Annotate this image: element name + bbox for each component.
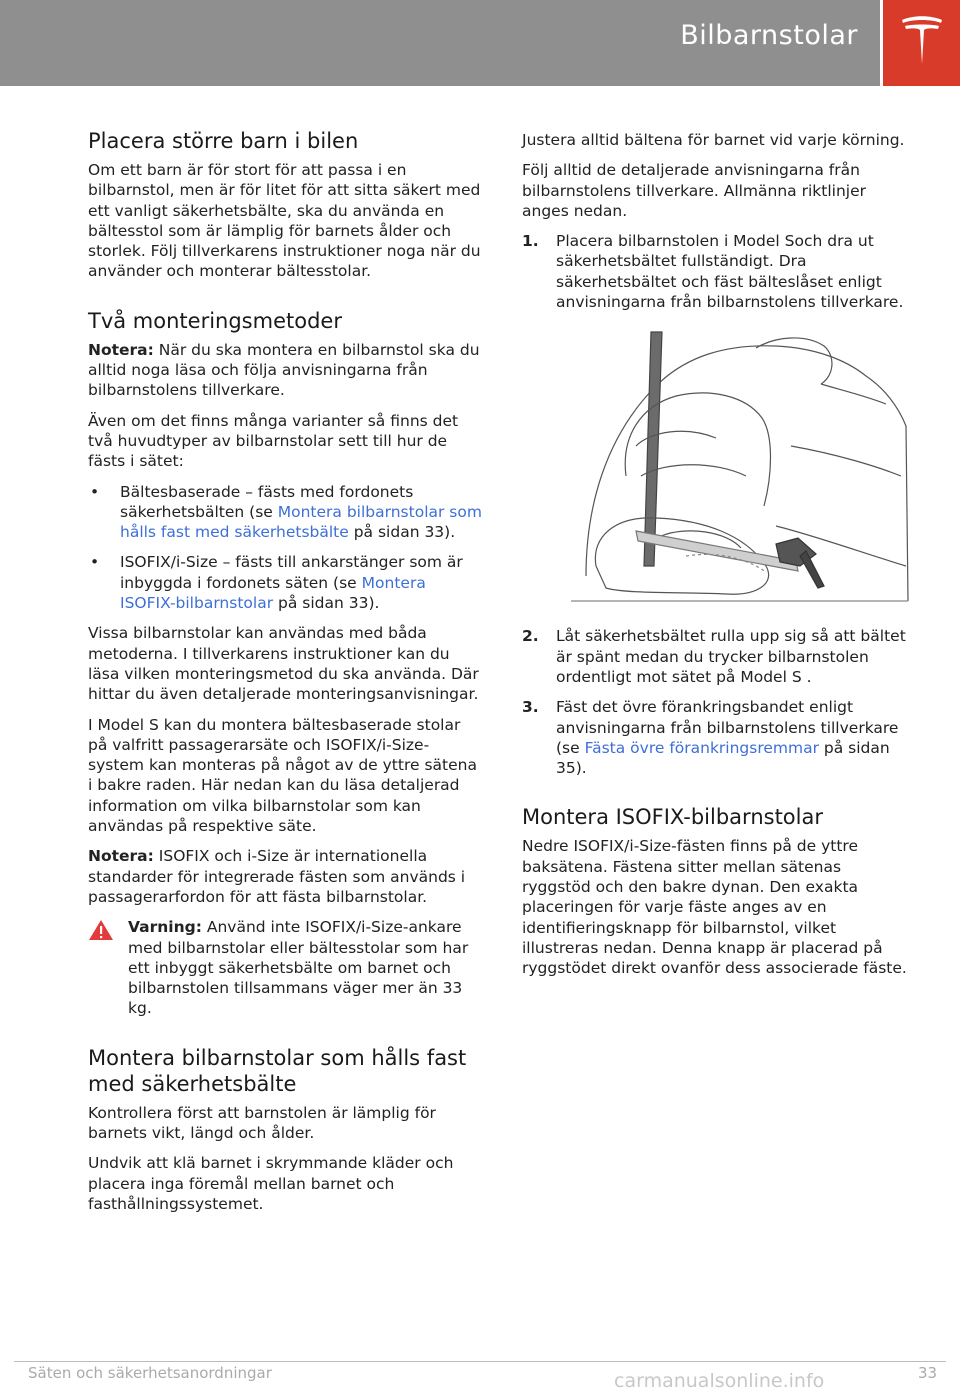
- link-belt-mounted-seats[interactable]: Montera bilbarnstolar som hålls fast med säkerhetsbälte: [120, 502, 482, 542]
- link-top-tether[interactable]: Fästa övre förankringsremmar: [584, 738, 819, 757]
- list-item-text: Bältesbaserade – fästs med fordonets säkerhetsbälten (se: [120, 482, 414, 521]
- paragraph: Vissa bilbarnstolar kan användas med båda metoderna. I tillverkarens instruktioner kan du läsa vilken monteringsmetod du ska använda. Där hittar du även detaljerade monteringsanvisningar.: [88, 624, 479, 704]
- note-paragraph: [88, 340, 484, 401]
- child-seat-illustration: [566, 326, 911, 608]
- step-item: [522, 231, 912, 312]
- list-item-text: på sidan 33).: [348, 523, 456, 542]
- paragraph: I Model S kan du montera bältesbaserade stolar på valfritt passagerarsäte och ISOFIX/i-Size-system kan monteras på något av de yttre sätena i bakre raden. Här nedan kan du läsa detaljerad information om vilka bilbarnstolar som kan användas på respektive säte.: [88, 715, 477, 836]
- note-text: När du ska montera en bilbarnstol ska du alltid noga läsa och följa anvisningarna från bilbarnstolens tillverkare.: [88, 340, 480, 400]
- section-title-isofix: Montera ISOFIX-bilbarnstolar: [522, 805, 823, 830]
- list-item-text: på sidan 33).: [273, 594, 380, 613]
- brand-logo: [883, 0, 960, 86]
- paragraph: Undvik att klä barnet i skrymmande kläder och placera inga föremål mellan barnet och fasthållningssystemet.: [88, 1154, 454, 1213]
- step-text: Låt säkerhetsbältet rulla upp sig så att bältet är spänt medan du trycker bilbarnstolen ordentligt mot sätet på Model S .: [556, 627, 906, 686]
- bullet: •: [90, 482, 100, 501]
- list-item-text: ISOFIX/i-Size – fästs till ankarstänger som är inbyggda i fordonets säten (se: [120, 553, 463, 592]
- step-item: [522, 697, 912, 778]
- footer-section-name: Säten och säkerhetsanordningar: [28, 1364, 272, 1382]
- paragraph: Även om det finns många varianter så finns det två huvudtyper av bilbarnstolar sett till hur de fästs i sätet:: [88, 411, 459, 471]
- watermark: carmanualsonline.info: [614, 1370, 825, 1392]
- footer-divider: [14, 1361, 946, 1362]
- note-label: Notera:: [88, 340, 154, 359]
- step-list: [522, 626, 912, 778]
- section-title-larger-children: Placera större barn i bilen: [88, 129, 359, 153]
- paragraph: Om ett barn är för stort för att passa i en bilbarnstol, men är för litet för att sitta säkert med ett vanligt säkerhetsbälte, ska du använda en bältesstol som är lämplig för barnets ålder och storlek. Följ tillverkarens instruktioner noga när du använder och monterar bältesstolar.: [88, 161, 481, 281]
- list-item: [88, 482, 484, 543]
- right-column: [522, 130, 912, 989]
- step-item: [522, 626, 912, 687]
- paragraph: Följ alltid de detaljerade anvisningarna från bilbarnstolens tillverkare. Allmänna riktlinjer anges nedan.: [522, 161, 866, 220]
- note-paragraph: [88, 846, 484, 907]
- step-text: Fäst det övre förankringsbandet enligt anvisningarna från bilbarnstolens tillverkare (se: [556, 698, 899, 757]
- link-isofix-seats[interactable]: Montera ISOFIX-bilbarnstolar: [120, 573, 426, 613]
- warning-text: Använd inte ISOFIX/i-Size-ankare med bilbarnstolar eller bältesstolar som har ett inbyggt säkerhetsbälte om barnet och bilbarnstolen tillsammans väger mer än 33 kg.: [128, 918, 469, 1018]
- warning-box: [88, 917, 484, 1018]
- tesla-logo-icon: [899, 14, 945, 70]
- step-number: 3.: [522, 698, 539, 717]
- list-item: [88, 552, 484, 613]
- step-number: 2.: [522, 627, 539, 646]
- note-text: ISOFIX och i-Size är internationella standarder för integrerade fästen som används i passagerarfordon för att fästa bilbarnstolar.: [88, 847, 466, 906]
- step-text: Placera bilbarnstolen i Model Soch dra ut säkerhetsbältet fullständigt. Dra säkerhetsbältet och fäst bälteslåset enligt anvisningarna från bilbarnstolens tillverkare.: [556, 232, 904, 312]
- paragraph: Kontrollera först att barnstolen är lämplig för barnets vikt, längd och ålder.: [88, 1103, 436, 1142]
- child-seat-drawing: [566, 326, 911, 608]
- bullet: •: [90, 553, 100, 572]
- warning-label: Varning:: [128, 918, 202, 937]
- step-text: på sidan 35).: [556, 738, 890, 778]
- left-column: [88, 128, 484, 1224]
- note-label: Notera:: [88, 847, 154, 866]
- step-number: 1.: [522, 232, 539, 251]
- warning-icon: [88, 919, 114, 941]
- bullet-list: [88, 482, 484, 614]
- paragraph: Justera alltid bältena för barnet vid varje körning.: [522, 131, 905, 149]
- section-title-belt-mounted: Montera bilbarnstolar som hålls fast med säkerhetsbälte: [88, 1045, 467, 1096]
- step-list: [522, 231, 912, 312]
- paragraph: Nedre ISOFIX/i-Size-fästen finns på de yttre baksätena. Fästena sitter mellan sätenas ryggstöd och den bakre dynan. Den exakta placeringen för varje fäste anges av en identifieringsknapp för bilbarnstol, vilket illustreras nedan. Denna knapp är placerad på ryggstödet direkt ovanför dess associerade fäste.: [522, 837, 907, 978]
- page-header-title: Bilbarnstolar: [680, 20, 858, 51]
- section-title-two-methods: Två monteringsmetoder: [88, 308, 342, 333]
- page-number: 33: [918, 1364, 938, 1382]
